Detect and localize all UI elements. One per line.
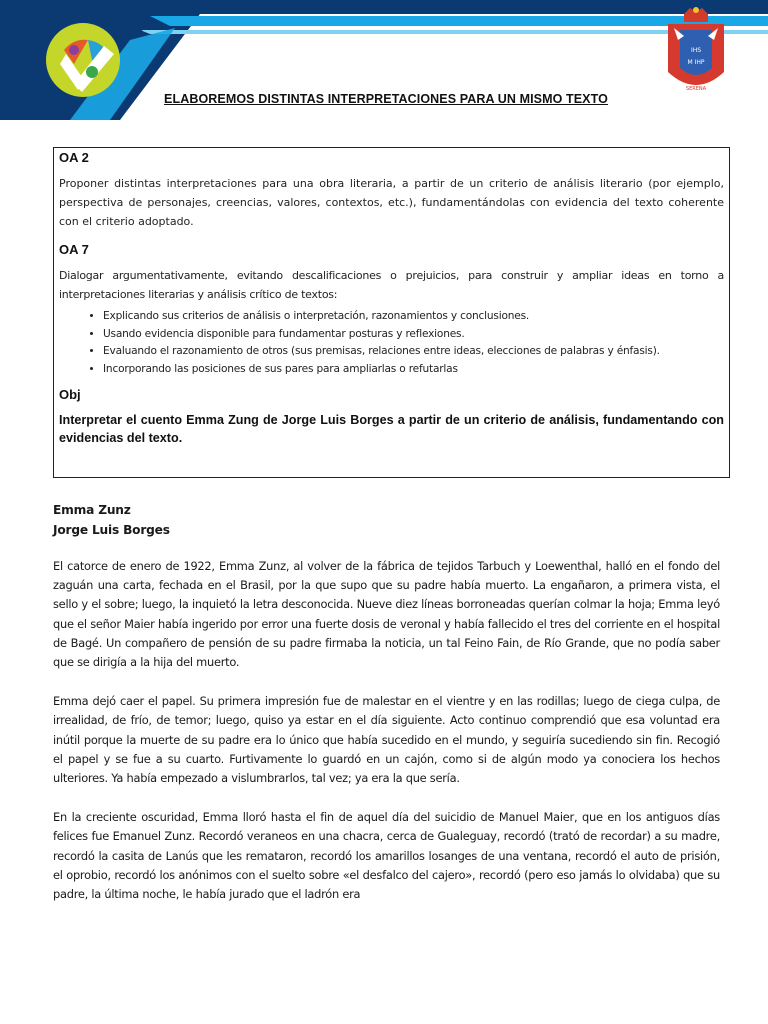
objectives-box xyxy=(53,147,730,478)
header-band xyxy=(0,0,768,120)
oa7-bullet-list xyxy=(59,308,724,378)
oa2-text: Proponer distintas interpretaciones para una obra literaria, a partir de un criterio de análisis literario (por ejemplo, perspectiva de personajes, creencias, valores, contextos, etc.), fundamentándolas con evidencia del texto coherente con el criterio adoptado. xyxy=(59,177,724,228)
story-paragraph: El catorce de enero de 1922, Emma Zunz, al volver de la fábrica de tejidos Tarbuch y Loewenthal, halló en el fondo del zaguán una carta, fechada en el Brasil, por la que supo que su padre había muerto. La engañaron, a primera vista, el sello y el sobre; luego, la inquietó la letra desconocida. Nueve diez líneas borroneadas querían colmar la hoja; Emma leyó que el señor Maier había ingerido por error una fuerte dosis de veronal y había fallecido el tres del corriente en el hospital de Bagé. Un compañero de pensión de su padre firmaba la noticia, un tal Feino Fain, de Río Grande, que no podía saber que se dirigía a la hija del muerto. xyxy=(53,559,720,670)
oa7-text: Dialogar argumentativamente, evitando descalificaciones o prejuicios, para construir y ampliar ideas en torno a interpretaciones literarias y análisis crítico de textos: xyxy=(59,269,724,301)
story-title: Emma Zunz xyxy=(53,503,131,517)
obj-text: Interpretar el cuento Emma Zung de Jorge Luis Borges a partir de un criterio de análisis, fundamentando con evidencias del texto. xyxy=(59,413,724,445)
page-title: ELABOREMOS DISTINTAS INTERPRETACIONES PARA UN MISMO TEXTO xyxy=(164,92,608,106)
story-author: Jorge Luis Borges xyxy=(53,523,170,537)
oa2-heading: OA 2 xyxy=(59,150,89,165)
crest-text-serena: SERENA xyxy=(685,86,707,92)
crest-text-ihs: IHS xyxy=(690,47,702,54)
story-section xyxy=(53,500,720,924)
crest-text-mihp: M IHP xyxy=(687,59,705,66)
list-item: • Usando evidencia disponible para fundamentar posturas y reflexiones. xyxy=(103,326,724,344)
list-item: • Explicando sus criterios de análisis o interpretación, razonamientos y conclusiones. xyxy=(103,308,724,326)
oa7-heading: OA 7 xyxy=(59,242,89,257)
list-item: • Incorporando las posiciones de sus pares para ampliarlas o refutarlas xyxy=(103,361,724,379)
school-crest-right xyxy=(664,6,728,98)
obj-heading: Obj xyxy=(59,387,81,402)
story-paragraph: Emma dejó caer el papel. Su primera impresión fue de malestar en el vientre y en las rodillas; luego de ciega culpa, de irrealidad, de frío, de temor; luego, quiso ya estar en el día siguiente. Acto continuo comprendió que esa voluntad era inútil porque la muerte de su padre era lo único que había sucedido en el mundo, y seguiría sucediendo sin fin. Recogió el papel y se fue a su cuarto. Furtivamente lo guardó en un cajón, como si de algún modo ya conociera los hechos ulteriores. Ya había empezado a vislumbrarlos, tal vez; ya era la que sería. xyxy=(53,694,720,786)
school-logo-left xyxy=(44,20,122,100)
list-item: • Evaluando el razonamiento de otros (sus premisas, relaciones entre ideas, elecciones de palabras y énfasis). xyxy=(103,343,724,361)
story-paragraph: En la creciente oscuridad, Emma lloró hasta el fin de aquel día del suicidio de Manuel Maier, que en los antiguos días felices fue Emanuel Zunz. Recordó veraneos en una chacra, cerca de Gualeguay, recordó (trató de recordar) a su madre, recordó la casita de Lanús que les remataron, recordó los amarillos losanges de una ventana, recordó el auto de prisión, el oprobio, recordó los anónimos con el suelto sobre «el desfalco del cajero», recordó (pero eso jamás lo olvidaba) que su padre, la última noche, le había jurado que el ladrón era xyxy=(53,810,720,902)
